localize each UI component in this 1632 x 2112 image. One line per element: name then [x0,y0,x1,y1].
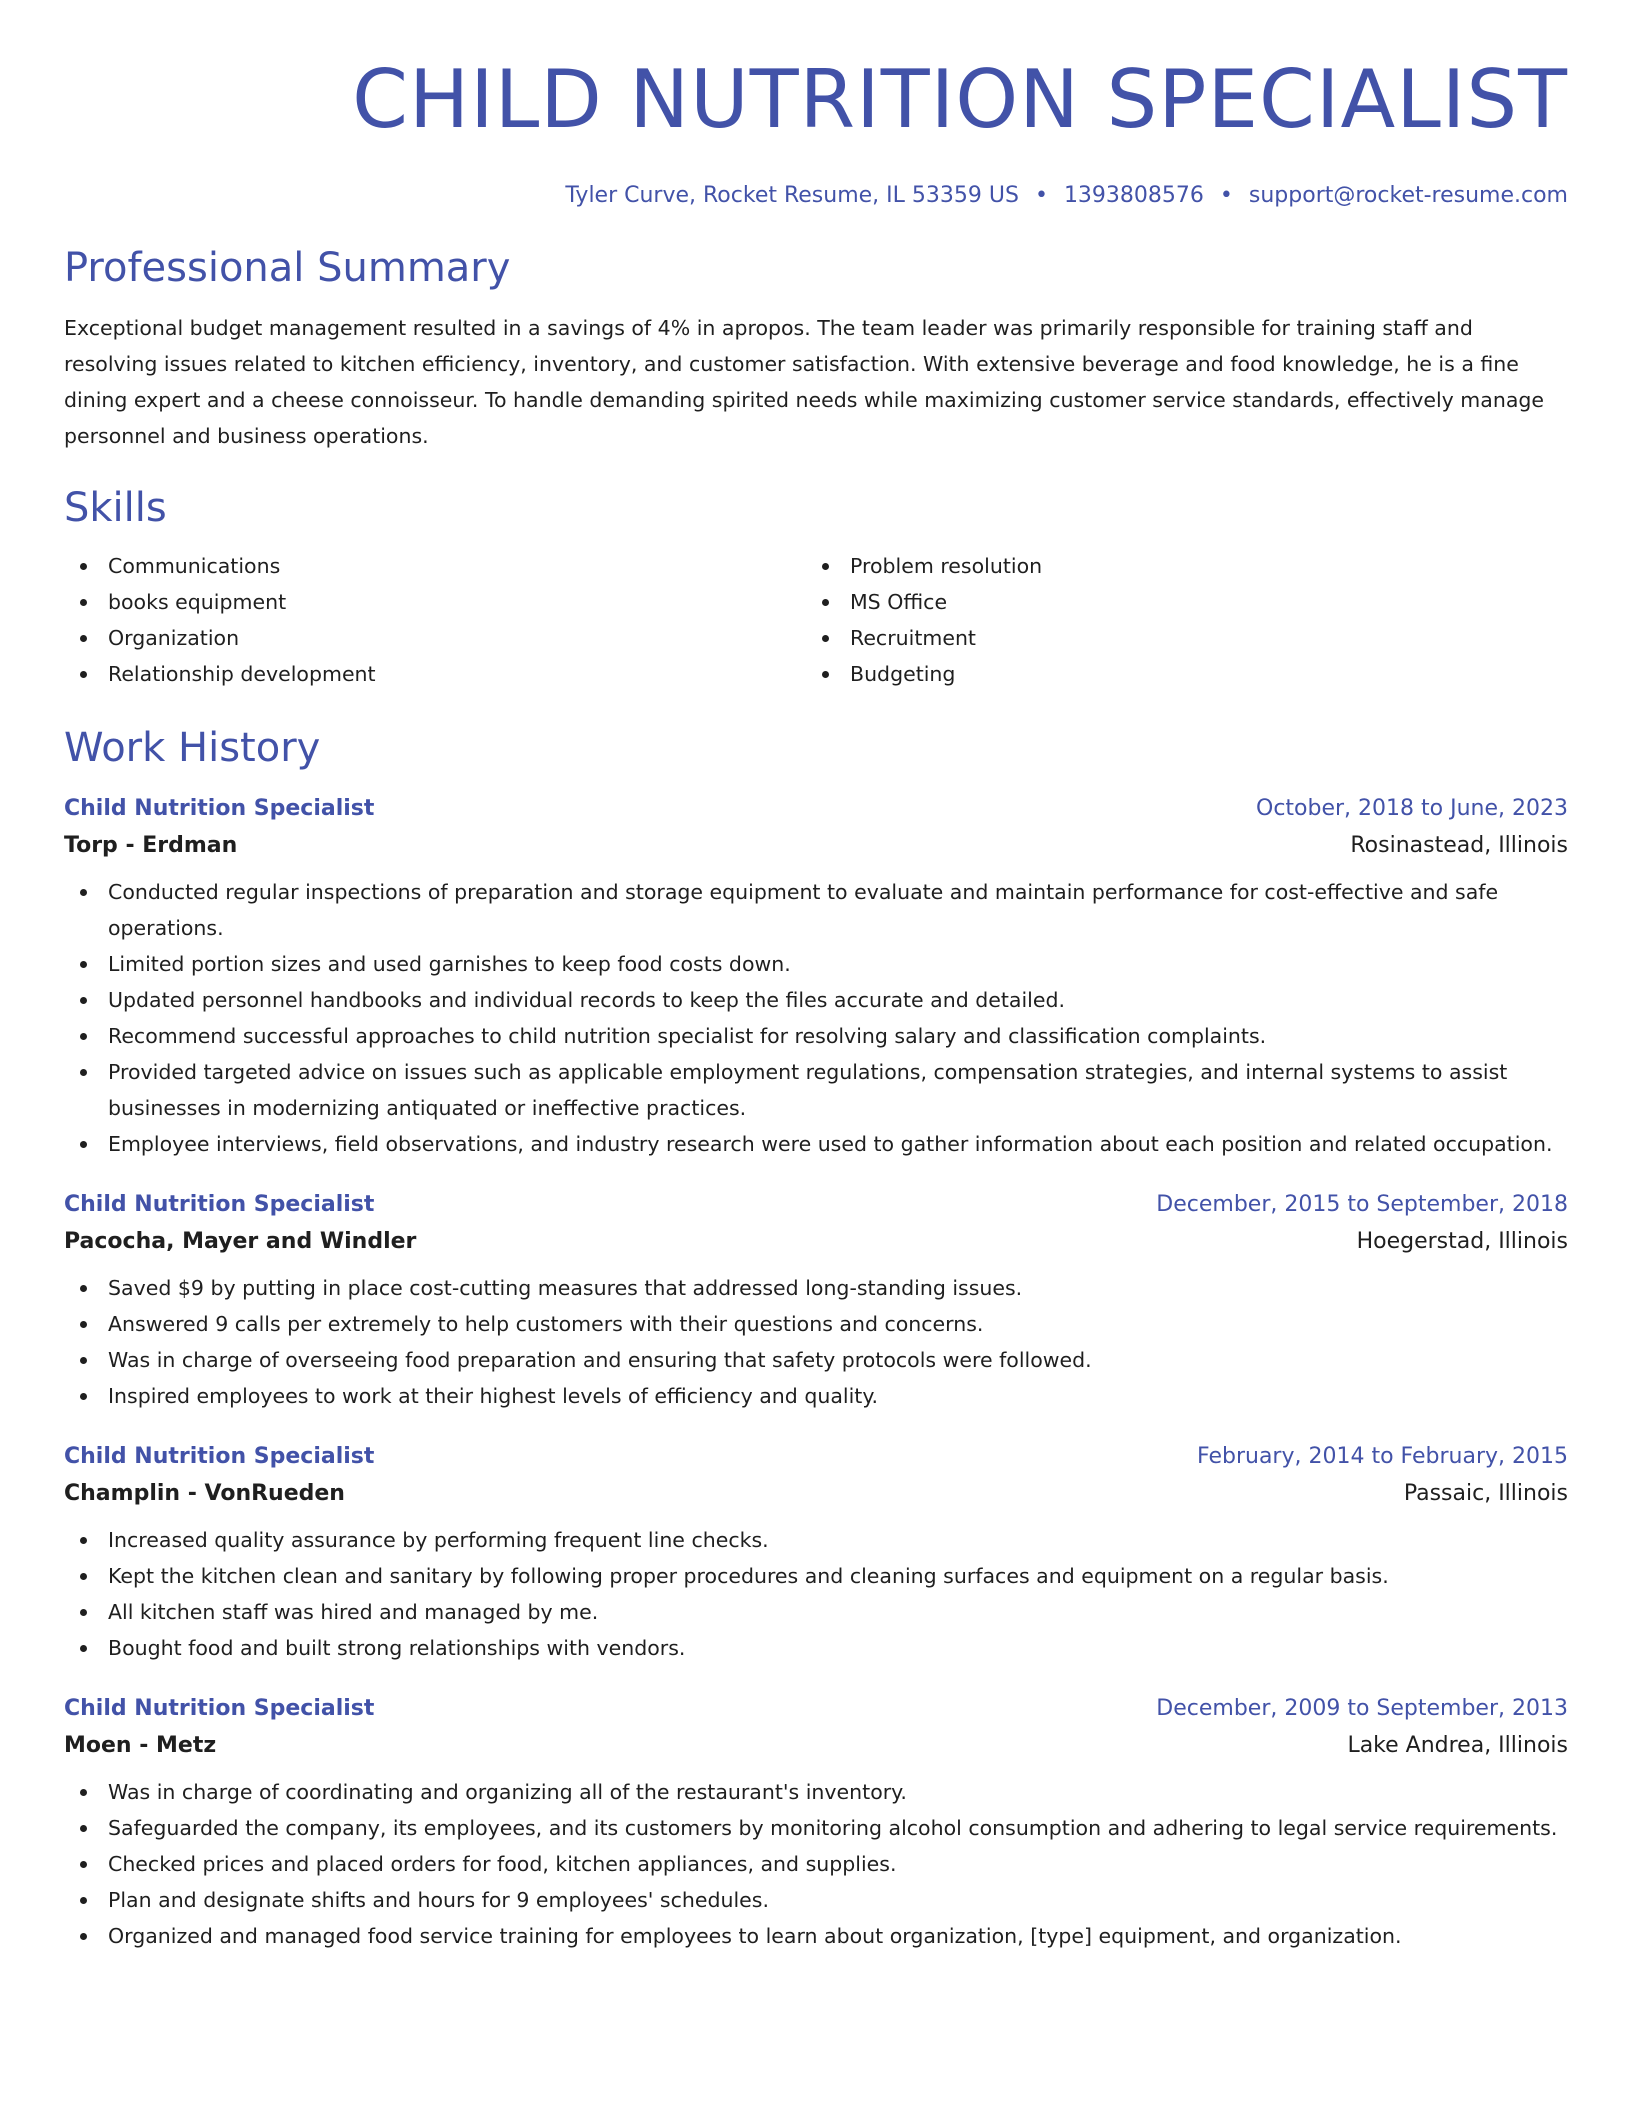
job-bullet: Was in charge of coordinating and organizing all of the restaurant's inventory. [64,1774,1568,1810]
job-entry [64,1188,1568,1414]
job-bullet: Increased quality assurance by performing frequent line checks. [64,1522,1568,1558]
job-location: Lake Andrea, Illinois [1347,1733,1568,1758]
job-dates: December, 2015 to September, 2018 [1156,1192,1568,1217]
job-dates: February, 2014 to February, 2015 [1197,1444,1568,1469]
job-bullet: Updated personnel handbooks and individual records to keep the files accurate and detailed. [64,982,1568,1018]
job-title: Child Nutrition Specialist [64,1696,375,1721]
job-bullet: Bought food and built strong relationships with vendors. [64,1630,1568,1666]
work-history-section [64,722,1568,1954]
job-header-row [64,1440,1568,1474]
job-bullets [64,1522,1568,1666]
job-bullet: Limited portion sizes and used garnishes to keep food costs down. [64,946,1568,982]
job-entry [64,1440,1568,1666]
skills-column-right [806,548,1548,692]
job-bullet: Organized and managed food service training for employees to learn about organization, [type] equipment, and organization. [64,1918,1568,1954]
skills-section [64,482,1568,692]
skill-item: Organization [64,620,806,656]
job-header-row [64,1188,1568,1222]
job-company-row [64,1222,1568,1262]
skills-column-left [64,548,806,692]
skill-item: books equipment [64,584,806,620]
job-company-row [64,1474,1568,1514]
job-bullet: Safeguarded the company, its employees, and its customers by monitoring alcohol consumption and adhering to legal service requirements. [64,1810,1568,1846]
job-bullets [64,874,1568,1162]
job-bullet: Plan and designate shifts and hours for 9 employees' schedules. [64,1882,1568,1918]
job-company: Pacocha, Mayer and Windler [64,1229,417,1254]
contact-email[interactable]: support@rocket-resume.com [1248,183,1568,208]
skill-item: Relationship development [64,656,806,692]
job-bullet: Provided targeted advice on issues such as applicable employment regulations, compensation strategies, and internal systems to assist businesses in modernizing antiquated or ineffective practices. [64,1054,1568,1126]
job-bullet: Was in charge of overseeing food preparation and ensuring that safety protocols were followed. [64,1342,1568,1378]
contact-separator: • [1219,183,1233,208]
summary-section [64,242,1568,454]
job-company-row [64,826,1568,866]
contact-line [64,180,1568,212]
job-bullet: Conducted regular inspections of preparation and storage equipment to evaluate and maintain performance for cost-effective and safe operations. [64,874,1568,946]
job-bullet: Checked prices and placed orders for food, kitchen appliances, and supplies. [64,1846,1568,1882]
summary-text: Exceptional budget management resulted in a savings of 4% in apropos. The team leader was primarily responsible for training staff and resolving issues related to kitchen efficiency, inventory, and customer satisfaction. With extensive beverage and food knowledge, he is a fine dining expert and a cheese connoisseur. To handle demanding spirited needs while maximizing customer service standards, effectively manage personnel and business operations. [64,316,1545,448]
job-bullet: Kept the kitchen clean and sanitary by following proper procedures and cleaning surfaces and equipment on a regular basis. [64,1558,1568,1594]
page-title: CHILD NUTRITION SPECIALIST [352,53,1568,146]
job-dates: December, 2009 to September, 2013 [1156,1696,1568,1721]
job-bullet: Inspired employees to work at their highest levels of efficiency and quality. [64,1378,1568,1414]
skill-item: Communications [64,548,806,584]
job-company-row [64,1726,1568,1766]
work-history-heading: Work History [64,725,321,771]
job-bullet: All kitchen staff was hired and managed by me. [64,1594,1568,1630]
job-bullet: Answered 9 calls per extremely to help customers with their questions and concerns. [64,1306,1568,1342]
job-bullets [64,1270,1568,1414]
job-entry [64,792,1568,1162]
job-company: Champlin - VonRueden [64,1481,345,1506]
job-entry [64,1692,1568,1954]
job-header-row [64,792,1568,826]
skill-item: MS Office [806,584,1548,620]
job-header-row [64,1692,1568,1726]
job-location: Rosinastead, Illinois [1350,833,1568,858]
resume-page [64,0,1568,2112]
skills-grid [64,548,1568,692]
contact-separator: • [1034,183,1048,208]
job-bullet: Saved $9 by putting in place cost-cutting measures that addressed long-standing issues. [64,1270,1568,1306]
job-location: Passaic, Illinois [1403,1481,1568,1506]
job-title: Child Nutrition Specialist [64,796,375,821]
job-location: Hoegerstad, Illinois [1356,1229,1568,1254]
skill-item: Budgeting [806,656,1548,692]
skill-item: Recruitment [806,620,1548,656]
job-company: Torp - Erdman [64,833,238,858]
job-bullets [64,1774,1568,1954]
job-title: Child Nutrition Specialist [64,1192,375,1217]
summary-heading: Professional Summary [64,245,511,291]
resume-header [64,0,1568,212]
job-dates: October, 2018 to June, 2023 [1256,796,1568,821]
contact-address: Tyler Curve, Rocket Resume, IL 53359 US [565,183,1019,208]
job-title: Child Nutrition Specialist [64,1444,375,1469]
skills-heading: Skills [64,485,167,531]
job-company: Moen - Metz [64,1733,217,1758]
contact-phone: 1393808576 [1063,183,1204,208]
job-bullet: Recommend successful approaches to child nutrition specialist for resolving salary and classification complaints. [64,1018,1568,1054]
job-bullet: Employee interviews, field observations, and industry research were used to gather information about each position and related occupation. [64,1126,1568,1162]
skill-item: Problem resolution [806,548,1548,584]
